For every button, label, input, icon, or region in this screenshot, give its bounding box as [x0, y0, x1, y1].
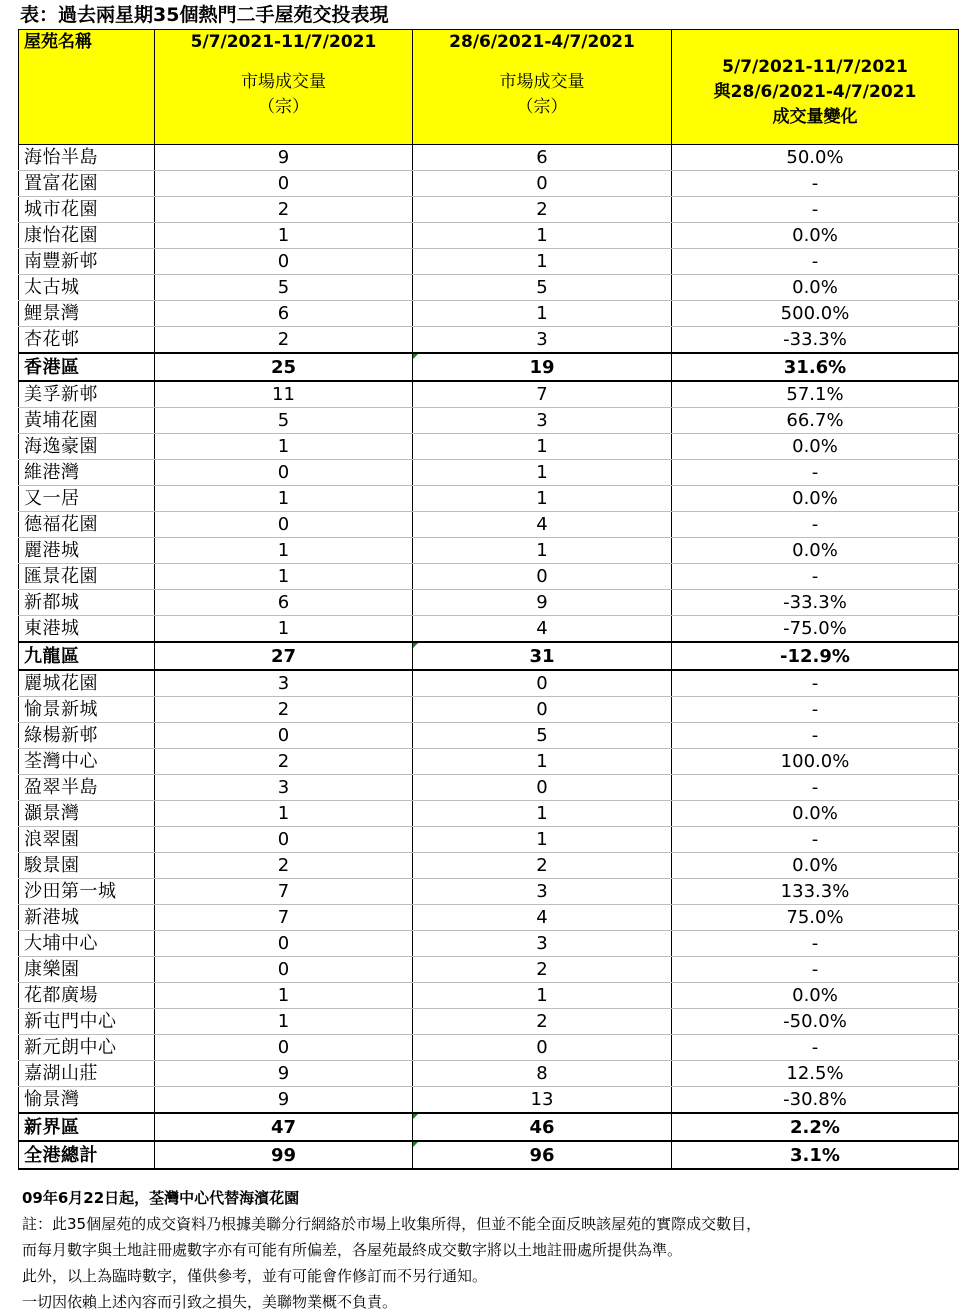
table-row — [19, 249, 959, 275]
estate-name-cell: 維港灣 — [19, 460, 155, 486]
volume-period1-cell: 7 — [155, 879, 413, 905]
estate-name-cell: 麗港城 — [19, 538, 155, 564]
volume-period1-cell: 1 — [155, 983, 413, 1009]
volume-period2-cell: 0 — [413, 1035, 672, 1061]
estate-name-cell: 東港城 — [19, 616, 155, 643]
table-row — [19, 564, 959, 590]
table-row — [19, 197, 959, 223]
change-cell: - — [672, 512, 959, 538]
volume-period2-cell: 4 — [413, 616, 672, 643]
volume-period2-cell: 1 — [413, 301, 672, 327]
table-row — [19, 957, 959, 983]
table-row — [19, 723, 959, 749]
estate-name-cell: 九龍區 — [19, 642, 155, 670]
volume-period2-cell: 96 — [413, 1141, 672, 1169]
change-cell: -30.8% — [672, 1087, 959, 1114]
estate-name-cell: 荃灣中心 — [19, 749, 155, 775]
volume-period2-cell: 5 — [413, 275, 672, 301]
volume-period2-cell: 0 — [413, 775, 672, 801]
estate-name-cell: 杏花邨 — [19, 327, 155, 354]
estate-name-cell: 康怡花園 — [19, 223, 155, 249]
change-cell: - — [672, 775, 959, 801]
table-row — [19, 983, 959, 1009]
change-cell: - — [672, 1035, 959, 1061]
estate-name-cell: 麗城花園 — [19, 670, 155, 697]
volume-period2-cell: 3 — [413, 327, 672, 354]
volume-period2-cell: 1 — [413, 486, 672, 512]
volume-period1-cell: 2 — [155, 697, 413, 723]
note-line: 註：此35個屋苑的成交資料乃根據美聯分行網絡於市場上收集所得，但並不能全面反映該屋苑的實際成交數目， — [22, 1215, 762, 1233]
volume-period1-cell: 0 — [155, 723, 413, 749]
header-period2-volume: 市場成交量 — [499, 72, 585, 92]
volume-period1-cell: 0 — [155, 931, 413, 957]
volume-period1-cell: 0 — [155, 512, 413, 538]
change-cell: 31.6% — [672, 353, 959, 381]
estate-name-cell: 新元朗中心 — [19, 1035, 155, 1061]
volume-period1-cell: 1 — [155, 538, 413, 564]
table-row — [19, 171, 959, 197]
volume-period1-cell: 2 — [155, 749, 413, 775]
table-row — [19, 408, 959, 434]
table-row — [19, 223, 959, 249]
volume-period2-cell: 3 — [413, 879, 672, 905]
estate-name-cell: 駿景園 — [19, 853, 155, 879]
header-period2 — [413, 30, 672, 145]
volume-period2-cell: 46 — [413, 1113, 672, 1141]
change-cell: 0.0% — [672, 801, 959, 827]
volume-period1-cell: 25 — [155, 353, 413, 381]
subtotal-row — [19, 353, 959, 381]
table-row — [19, 381, 959, 408]
volume-period2-cell: 2 — [413, 957, 672, 983]
transaction-table — [18, 29, 959, 1170]
header-period1 — [155, 30, 413, 145]
volume-period2-cell: 1 — [413, 434, 672, 460]
volume-period1-cell: 1 — [155, 223, 413, 249]
change-cell: 2.2% — [672, 1113, 959, 1141]
volume-period2-cell: 1 — [413, 460, 672, 486]
note-line: 而每月數字與土地註冊處數字亦有可能有所偏差，各屋苑最終成交數字將以土地註冊處所提供為準。 — [22, 1241, 683, 1259]
estate-name-cell: 美孚新邨 — [19, 381, 155, 408]
table-row — [19, 486, 959, 512]
subtotal-row — [19, 1113, 959, 1141]
volume-period2-cell: 1 — [413, 223, 672, 249]
page-title: 表：過去兩星期35個熱門二手屋苑交投表現 — [20, 4, 389, 26]
volume-period1-cell: 6 — [155, 301, 413, 327]
estate-name-cell: 全港總計 — [19, 1141, 155, 1169]
estate-name-cell: 愉景灣 — [19, 1087, 155, 1114]
table-row — [19, 749, 959, 775]
change-cell: 75.0% — [672, 905, 959, 931]
estate-name-cell: 置富花園 — [19, 171, 155, 197]
volume-period1-cell: 2 — [155, 197, 413, 223]
change-cell: -50.0% — [672, 1009, 959, 1035]
volume-period1-cell: 1 — [155, 564, 413, 590]
estate-name-cell: 海逸豪園 — [19, 434, 155, 460]
volume-period1-cell: 9 — [155, 1061, 413, 1087]
volume-period2-cell: 2 — [413, 197, 672, 223]
volume-period2-cell: 7 — [413, 381, 672, 408]
estate-name-cell: 鯉景灣 — [19, 301, 155, 327]
change-cell: - — [672, 931, 959, 957]
volume-period1-cell: 7 — [155, 905, 413, 931]
table-row — [19, 327, 959, 354]
volume-period2-cell: 4 — [413, 512, 672, 538]
volume-period1-cell: 11 — [155, 381, 413, 408]
volume-period1-cell: 47 — [155, 1113, 413, 1141]
table-row — [19, 275, 959, 301]
table-row — [19, 1087, 959, 1114]
change-cell: 133.3% — [672, 879, 959, 905]
estate-name-cell: 新港城 — [19, 905, 155, 931]
change-cell: 12.5% — [672, 1061, 959, 1087]
volume-period2-cell: 0 — [413, 564, 672, 590]
estate-name-cell: 海怡半島 — [19, 145, 155, 171]
change-cell: 0.0% — [672, 223, 959, 249]
table-row — [19, 538, 959, 564]
volume-period1-cell: 1 — [155, 801, 413, 827]
change-cell: 0.0% — [672, 853, 959, 879]
change-cell: -33.3% — [672, 590, 959, 616]
header-period1-unit: （宗） — [258, 97, 309, 117]
volume-period1-cell: 3 — [155, 775, 413, 801]
volume-period1-cell: 0 — [155, 827, 413, 853]
change-cell: 0.0% — [672, 275, 959, 301]
volume-period2-cell: 0 — [413, 697, 672, 723]
estate-name-cell: 花都廣場 — [19, 983, 155, 1009]
note-line: 一切因依賴上述內容而引致之損失，美聯物業概不負責。 — [22, 1293, 398, 1311]
change-cell: 50.0% — [672, 145, 959, 171]
estate-name-cell: 又一居 — [19, 486, 155, 512]
change-cell: -75.0% — [672, 616, 959, 643]
estate-name-cell: 太古城 — [19, 275, 155, 301]
change-cell: - — [672, 827, 959, 853]
change-cell: -12.9% — [672, 642, 959, 670]
change-cell: 0.0% — [672, 486, 959, 512]
header-change-line2: 與28/6/2021-4/7/2021 — [713, 81, 917, 102]
change-cell: - — [672, 197, 959, 223]
volume-period2-cell: 3 — [413, 931, 672, 957]
header-estate-name: 屋苑名稱 — [19, 30, 155, 145]
volume-period2-cell: 0 — [413, 171, 672, 197]
volume-period2-cell: 19 — [413, 353, 672, 381]
change-cell: 100.0% — [672, 749, 959, 775]
header-period1-dates: 5/7/2021-11/7/2021 — [190, 32, 377, 52]
volume-period2-cell: 3 — [413, 408, 672, 434]
estate-name-cell: 盈翠半島 — [19, 775, 155, 801]
volume-period1-cell: 0 — [155, 249, 413, 275]
volume-period1-cell: 0 — [155, 1035, 413, 1061]
volume-period2-cell: 1 — [413, 983, 672, 1009]
change-cell: 500.0% — [672, 301, 959, 327]
volume-period1-cell: 27 — [155, 642, 413, 670]
table-row — [19, 590, 959, 616]
table-row — [19, 1061, 959, 1087]
table-row — [19, 931, 959, 957]
volume-period1-cell: 0 — [155, 957, 413, 983]
estate-name-cell: 德福花園 — [19, 512, 155, 538]
header-change — [672, 30, 959, 145]
change-cell: 66.7% — [672, 408, 959, 434]
header-change-line3: 成交量變化 — [772, 106, 858, 127]
estate-name-cell: 綠楊新邨 — [19, 723, 155, 749]
volume-period2-cell: 4 — [413, 905, 672, 931]
table-row — [19, 1035, 959, 1061]
volume-period1-cell: 1 — [155, 434, 413, 460]
estate-name-cell: 沙田第一城 — [19, 879, 155, 905]
volume-period1-cell: 9 — [155, 1087, 413, 1114]
volume-period2-cell: 5 — [413, 723, 672, 749]
subtotal-row — [19, 642, 959, 670]
change-cell: - — [672, 171, 959, 197]
estate-name-cell: 浪翠園 — [19, 827, 155, 853]
estate-name-cell: 新界區 — [19, 1113, 155, 1141]
table-row — [19, 145, 959, 171]
table-header-row — [19, 30, 959, 145]
table-row — [19, 879, 959, 905]
table-row — [19, 801, 959, 827]
estate-name-cell: 黃埔花園 — [19, 408, 155, 434]
volume-period1-cell: 2 — [155, 853, 413, 879]
volume-period2-cell: 13 — [413, 1087, 672, 1114]
estate-name-cell: 康樂園 — [19, 957, 155, 983]
volume-period1-cell: 1 — [155, 1009, 413, 1035]
volume-period2-cell: 9 — [413, 590, 672, 616]
estate-name-cell: 灝景灣 — [19, 801, 155, 827]
volume-period1-cell: 9 — [155, 145, 413, 171]
table-row — [19, 434, 959, 460]
change-cell: - — [672, 697, 959, 723]
change-cell: 0.0% — [672, 434, 959, 460]
estate-name-cell: 愉景新城 — [19, 697, 155, 723]
volume-period1-cell: 1 — [155, 486, 413, 512]
table-row — [19, 512, 959, 538]
table-row — [19, 697, 959, 723]
change-cell: - — [672, 957, 959, 983]
change-cell: 57.1% — [672, 381, 959, 408]
change-cell: -33.3% — [672, 327, 959, 354]
volume-period1-cell: 6 — [155, 590, 413, 616]
subtotal-row — [19, 1141, 959, 1169]
volume-period1-cell: 1 — [155, 616, 413, 643]
change-cell: - — [672, 670, 959, 697]
header-period1-volume: 市場成交量 — [241, 72, 326, 92]
volume-period2-cell: 31 — [413, 642, 672, 670]
estate-name-cell: 南豐新邨 — [19, 249, 155, 275]
table-row — [19, 460, 959, 486]
change-cell: - — [672, 460, 959, 486]
change-cell: 0.0% — [672, 983, 959, 1009]
header-period2-unit: （宗） — [516, 97, 568, 117]
header-change-line1: 5/7/2021-11/7/2021 — [722, 56, 908, 77]
volume-period2-cell: 1 — [413, 749, 672, 775]
estate-name-cell: 嘉湖山莊 — [19, 1061, 155, 1087]
footnotes — [22, 1185, 962, 1315]
change-cell: 3.1% — [672, 1141, 959, 1169]
estate-name-cell: 匯景花園 — [19, 564, 155, 590]
table-row — [19, 616, 959, 643]
volume-period1-cell: 2 — [155, 327, 413, 354]
volume-period2-cell: 0 — [413, 670, 672, 697]
change-cell: - — [672, 249, 959, 275]
volume-period2-cell: 1 — [413, 801, 672, 827]
volume-period2-cell: 2 — [413, 853, 672, 879]
note-line: 此外，以上為臨時數字，僅供參考，並有可能會作修訂而不另行通知。 — [22, 1267, 488, 1285]
table-row — [19, 853, 959, 879]
estate-name-cell: 大埔中心 — [19, 931, 155, 957]
estate-name-cell: 新屯門中心 — [19, 1009, 155, 1035]
volume-period1-cell: 5 — [155, 275, 413, 301]
table-row — [19, 670, 959, 697]
volume-period1-cell: 3 — [155, 670, 413, 697]
volume-period2-cell: 1 — [413, 538, 672, 564]
table-row — [19, 775, 959, 801]
volume-period1-cell: 0 — [155, 171, 413, 197]
volume-period2-cell: 8 — [413, 1061, 672, 1087]
estate-name-cell: 城市花園 — [19, 197, 155, 223]
estate-name-cell: 新都城 — [19, 590, 155, 616]
volume-period1-cell: 5 — [155, 408, 413, 434]
volume-period2-cell: 1 — [413, 249, 672, 275]
estate-name-cell: 香港區 — [19, 353, 155, 381]
volume-period2-cell: 6 — [413, 145, 672, 171]
table-row — [19, 1009, 959, 1035]
volume-period1-cell: 0 — [155, 460, 413, 486]
volume-period1-cell: 99 — [155, 1141, 413, 1169]
change-cell: - — [672, 564, 959, 590]
note-line: 09年6月22日起，荃灣中心代替海濱花園 — [22, 1189, 300, 1207]
table-row — [19, 827, 959, 853]
table-row — [19, 905, 959, 931]
change-cell: 0.0% — [672, 538, 959, 564]
change-cell: - — [672, 723, 959, 749]
table-row — [19, 301, 959, 327]
volume-period2-cell: 2 — [413, 1009, 672, 1035]
volume-period2-cell: 1 — [413, 827, 672, 853]
header-period2-dates: 28/6/2021-4/7/2021 — [449, 32, 635, 52]
